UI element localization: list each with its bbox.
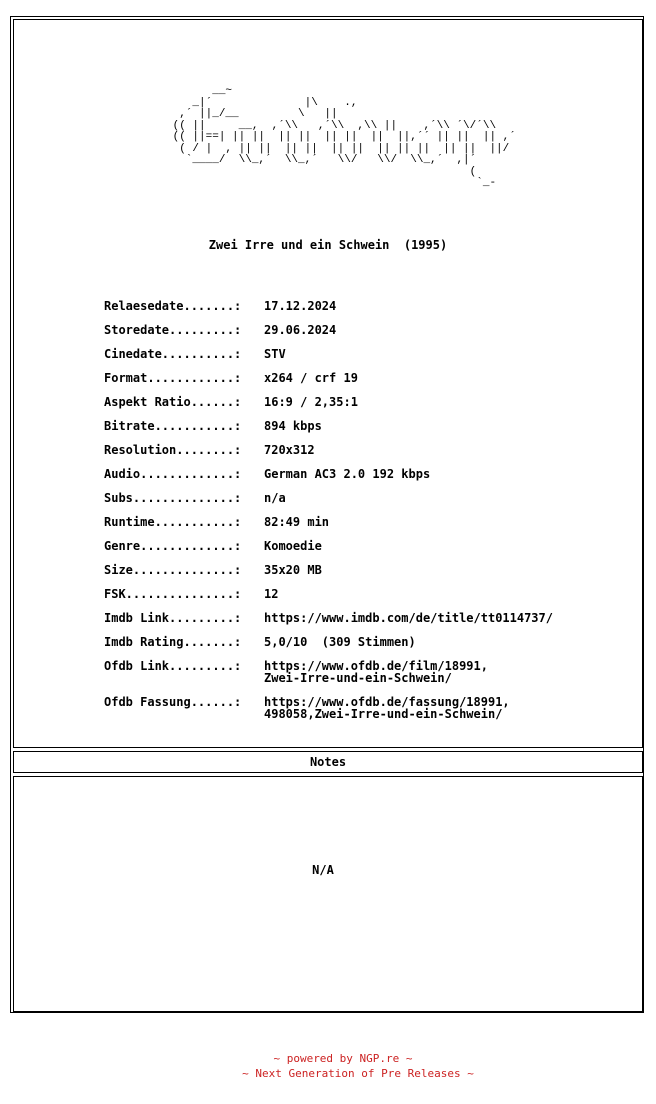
info-value	[264, 588, 278, 600]
info-row	[104, 444, 315, 456]
info-label: Aspekt Ratio......:	[104, 395, 242, 409]
info-value-line: 29.06.2024	[264, 323, 337, 337]
info-value	[264, 348, 286, 360]
info-value-line: Zwei-Irre-und-ein-Schwein/	[264, 671, 452, 685]
info-value	[264, 540, 322, 552]
info-label: Ofdb Fassung......:	[104, 695, 242, 709]
notes-title: Notes	[309, 755, 347, 769]
info-row	[104, 588, 278, 600]
goodboy-ascii-logo: __~ _|´ |\ ., ,´ ||_/__ \ || (( || __, ,´\\ ,´\\ ,\\ || ,´\\ ´\/´\\ (( ||==| || || || || || || || ||,´´ || || || ,´ ( / | , || || || || || || || || || || || ||/ `____/ \\_,´ \\_,´ \\/ \\/ \\_,´ ,|´ ( `_-	[172, 85, 516, 189]
info-value	[264, 516, 329, 528]
info-value	[264, 372, 358, 384]
info-label: FSK...............:	[104, 587, 242, 601]
info-value-line: Komoedie	[264, 539, 322, 553]
info-value-line: 16:9 / 2,35:1	[264, 395, 358, 409]
info-label: Imdb Link.........:	[104, 611, 242, 625]
info-value	[264, 300, 336, 312]
info-value-line: German AC3 2.0 192 kbps	[264, 467, 431, 481]
info-value	[264, 444, 315, 456]
info-value-line: 894 kbps	[264, 419, 322, 433]
info-value-line: 82:49 min	[264, 515, 330, 529]
info-value-line: https://www.ofdb.de/film/18991,	[264, 659, 488, 673]
info-row	[104, 696, 510, 720]
info-value	[264, 660, 488, 684]
notes-body-panel	[13, 776, 643, 1012]
info-label: Genre.............:	[104, 539, 242, 553]
info-row	[104, 396, 358, 408]
info-row	[104, 372, 358, 384]
info-row	[104, 468, 430, 480]
info-label: Cinedate..........:	[104, 347, 242, 361]
info-row	[104, 324, 336, 336]
info-label: Storedate.........:	[104, 323, 242, 337]
info-value	[264, 612, 553, 624]
info-value-line: 35x20 MB	[264, 563, 322, 577]
info-row	[104, 564, 322, 576]
notes-text: N/A	[312, 863, 334, 877]
info-row	[104, 612, 553, 624]
info-value	[264, 396, 358, 408]
info-value-line: 5,0/10 (309 Stimmen)	[264, 635, 416, 649]
info-value	[264, 696, 510, 720]
info-value-line: n/a	[264, 491, 286, 505]
info-label: Format............:	[104, 371, 242, 385]
info-value	[264, 468, 430, 480]
info-value-line: 17.12.2024	[264, 299, 337, 313]
info-label: Bitrate...........:	[104, 419, 242, 433]
info-label: Audio.............:	[104, 467, 242, 481]
release-title: Zwei Irre und ein Schwein (1995)	[208, 238, 448, 252]
info-value-line: 720x312	[264, 443, 315, 457]
info-row	[104, 636, 416, 648]
info-value-line: https://www.ofdb.de/fassung/18991,	[264, 695, 510, 709]
footer-tagline: ~ Next Generation of Pre Releases ~	[242, 1067, 474, 1080]
info-value-line: https://www.imdb.com/de/title/tt0114737/	[264, 611, 553, 625]
info-row	[104, 660, 488, 684]
info-value	[264, 564, 322, 576]
info-label: Imdb Rating.......:	[104, 635, 242, 649]
footer-powered-by: ~ powered by NGP.re ~	[273, 1052, 413, 1065]
info-value	[264, 492, 286, 504]
info-label: Relaesedate.......:	[104, 299, 242, 313]
info-label: Ofdb Link.........:	[104, 659, 242, 673]
info-value-line: 498058,Zwei-Irre-und-ein-Schwein/	[264, 707, 503, 721]
info-row	[104, 420, 322, 432]
info-value-line: 12	[264, 587, 279, 601]
info-label: Subs..............:	[104, 491, 242, 505]
info-row	[104, 540, 322, 552]
info-value	[264, 636, 416, 648]
info-value-line: x264 / crf 19	[264, 371, 358, 385]
info-row	[104, 300, 336, 312]
info-label: Runtime...........:	[104, 515, 242, 529]
info-value	[264, 420, 322, 432]
info-row	[104, 516, 329, 528]
info-value	[264, 324, 336, 336]
info-value-line: STV	[264, 347, 286, 361]
info-label: Resolution........:	[104, 443, 242, 457]
info-label: Size..............:	[104, 563, 242, 577]
info-row	[104, 492, 286, 504]
info-row	[104, 348, 286, 360]
